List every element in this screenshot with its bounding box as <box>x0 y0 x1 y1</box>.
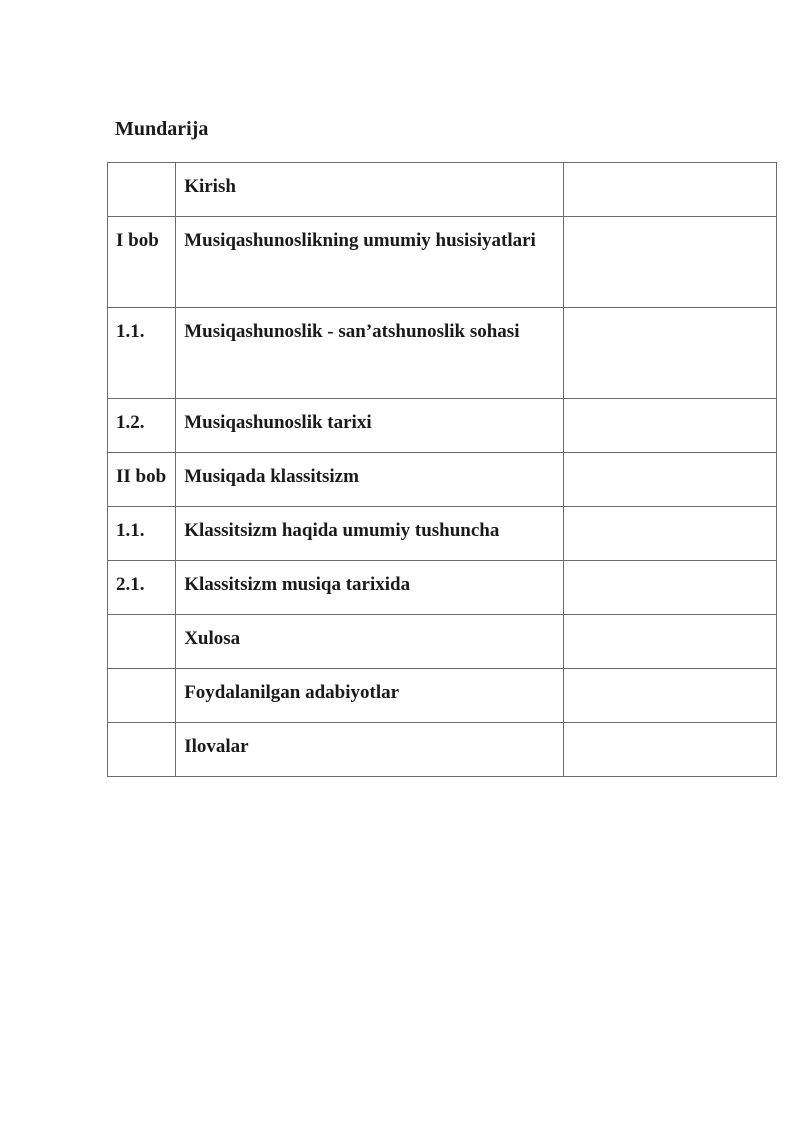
section-number <box>108 723 176 777</box>
section-number: 2.1. <box>108 561 176 615</box>
section-title: Musiqashunoslik - san’atshunoslik sohasi <box>176 308 564 399</box>
page-number <box>563 163 776 217</box>
section-number: 1.1. <box>108 507 176 561</box>
page-title: Mundarija <box>115 118 209 140</box>
table-row <box>108 399 777 453</box>
section-number <box>108 163 176 217</box>
page-number <box>563 453 776 507</box>
table-row <box>108 163 777 217</box>
section-title: Xulosa <box>176 615 564 669</box>
table-row <box>108 615 777 669</box>
section-number <box>108 615 176 669</box>
page-number <box>563 308 776 399</box>
section-number: II bob <box>108 453 176 507</box>
table-row <box>108 217 777 308</box>
section-title: Musiqashunoslik tarixi <box>176 399 564 453</box>
table-row <box>108 561 777 615</box>
section-number: 1.2. <box>108 399 176 453</box>
page-number <box>563 507 776 561</box>
table-row <box>108 453 777 507</box>
section-number: 1.1. <box>108 308 176 399</box>
section-title: Musiqashunoslikning umumiy husisiyatlari <box>176 217 564 308</box>
page-number <box>563 561 776 615</box>
page-number <box>563 399 776 453</box>
page-number <box>563 723 776 777</box>
table-row <box>108 308 777 399</box>
section-title: Klassitsizm musiqa tarixida <box>176 561 564 615</box>
section-title: Foydalanilgan adabiyotlar <box>176 669 564 723</box>
section-title: Musiqada klassitsizm <box>176 453 564 507</box>
section-number <box>108 669 176 723</box>
section-title: Kirish <box>176 163 564 217</box>
section-title: Ilovalar <box>176 723 564 777</box>
page-number <box>563 217 776 308</box>
table-row <box>108 669 777 723</box>
table-row <box>108 723 777 777</box>
page-number <box>563 669 776 723</box>
page-number <box>563 615 776 669</box>
section-number: I bob <box>108 217 176 308</box>
table-of-contents <box>107 162 777 777</box>
table-row <box>108 507 777 561</box>
section-title: Klassitsizm haqida umumiy tushuncha <box>176 507 564 561</box>
